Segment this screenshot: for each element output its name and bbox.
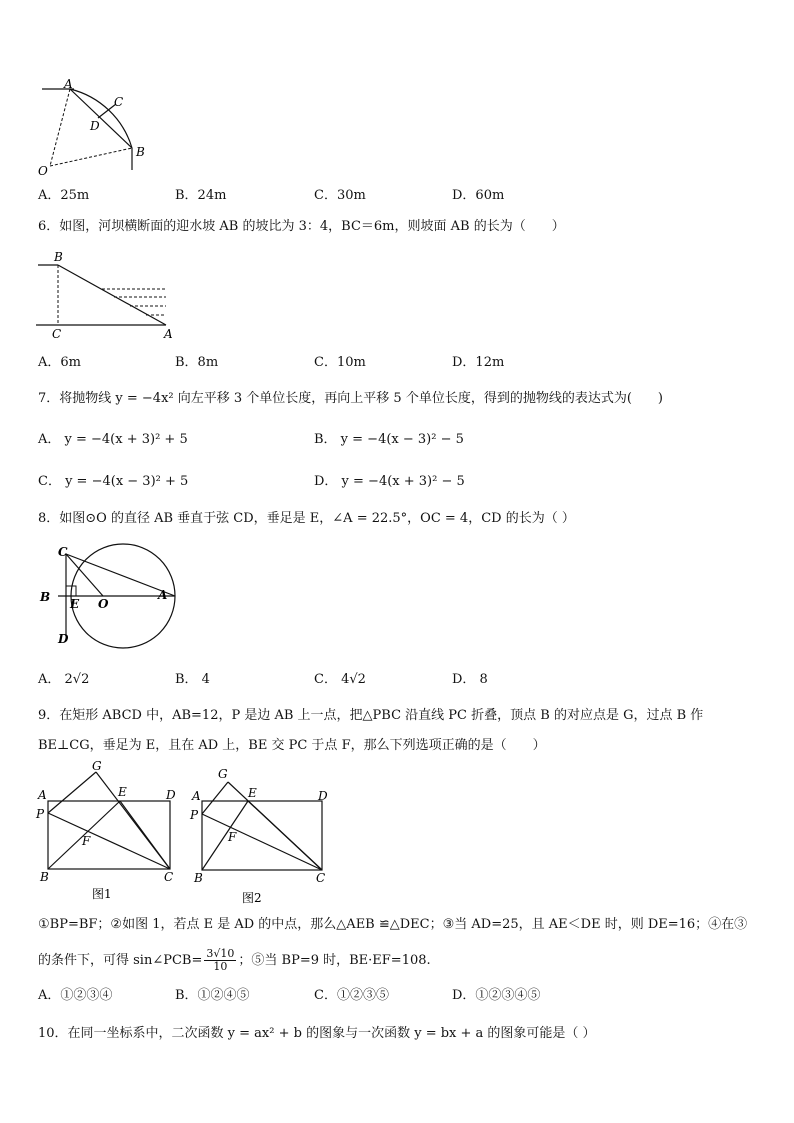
q9-fig2-label-P: P xyxy=(190,808,199,822)
q5-label-C: C xyxy=(114,95,124,109)
q5-option-d: D．60m xyxy=(452,188,505,203)
q9-fig1-label-C: C xyxy=(164,870,174,884)
q9-sin-fraction-numerator: 3√10 xyxy=(206,947,235,960)
q6-label-A: A xyxy=(164,327,173,341)
q9-fig1-label-A: A xyxy=(38,788,47,802)
q7-option-c: C． y = −4(x − 3)² + 5 xyxy=(38,474,189,489)
q6-question-text: 6．如图，河坝横断面的迎水坡 AB 的坡比为 3：4，BC＝6m，则坡面 AB 的长为（ ） xyxy=(38,219,565,234)
q9-question-line2: BE⊥CG，垂足为 E，且在 AD 上，BE 交 PC 于点 F，那么下列选项正确的是（ ） xyxy=(38,738,546,753)
q9-fig1-caption: 图1 xyxy=(92,887,112,901)
q9-statements-line1: ①BP=BF；②如图 1，若点 E 是 AD 的中点，那么△AEB ≌△DEC；③当 AD=25，且 AE＜DE 时，则 DE=16；④在③ xyxy=(38,917,748,932)
q6-option-d: D．12m xyxy=(452,355,505,370)
q8-label-A: A xyxy=(158,588,168,602)
q9-option-d: D．①②③④⑤ xyxy=(452,988,541,1003)
q9-question-line1: 9．在矩形 ABCD 中，AB=12，P 是边 AB 上一点，把△PBC 沿直线 PC 折叠，顶点 B 的对应点是 G，过点 B 作 xyxy=(38,708,704,723)
q8-question-text: 8．如图⊙O 的直径 AB 垂直于弦 CD，垂足是 E，∠A = 22.5°，OC = 4，CD 的长为（ ） xyxy=(38,511,575,526)
q6-option-b: B．8m xyxy=(175,355,219,370)
q9-fig2-label-D: D xyxy=(318,789,328,803)
q5-label-A: A xyxy=(64,77,73,91)
q7-question-text: 7．将抛物线 y = −4x² 向左平移 3 个单位长度，再向上平移 5 个单位长度，得到的抛物线的表达式为( ) xyxy=(38,391,663,406)
q5-label-D: D xyxy=(90,119,100,133)
q5-label-O: O xyxy=(38,164,48,178)
q5-option-a: A．25m xyxy=(38,188,90,203)
q9-sin-fraction-denominator: 10 xyxy=(213,960,228,973)
q9-fig1-label-P: P xyxy=(36,807,45,821)
q9-option-c: C．①②③⑤ xyxy=(314,988,389,1003)
q9-fig1-label-E: E xyxy=(118,785,127,799)
q9-statements-line2-pre: 的条件下，可得 sin∠PCB= xyxy=(38,953,203,968)
q8-option-c: C． 4√2 xyxy=(314,672,366,687)
q8-figure xyxy=(36,540,176,650)
q9-fig2-label-E: E xyxy=(248,786,257,800)
q9-statements-line2-post: ；⑤当 BP=9 时，BE·EF=108. xyxy=(238,953,431,968)
q9-fig2-label-B: B xyxy=(194,871,203,885)
q9-fig2-label-C: C xyxy=(316,871,326,885)
q7-option-b: B． y = −4(x − 3)² − 5 xyxy=(314,432,464,447)
q6-label-C: C xyxy=(52,327,62,341)
q9-option-a: A．①②③④ xyxy=(38,988,113,1003)
q9-fig1-label-F: F xyxy=(82,834,91,848)
q9-fig2-label-G: G xyxy=(218,767,228,781)
q9-statements-line2 xyxy=(38,946,431,976)
q9-fig1-label-B: B xyxy=(40,870,49,884)
q9-fig2-caption: 图2 xyxy=(242,891,262,905)
q8-option-d: D． 8 xyxy=(452,672,488,687)
q9-figure-2 xyxy=(188,764,338,910)
q8-label-O: O xyxy=(98,597,109,611)
q9-fig2-label-F: F xyxy=(228,830,237,844)
q8-label-E: E xyxy=(70,597,80,611)
q9-option-b: B．①②④⑤ xyxy=(175,988,250,1003)
q8-label-B: B xyxy=(40,590,51,604)
q9-fig2-label-A: A xyxy=(192,789,201,803)
q5-option-c: C．30m xyxy=(314,188,366,203)
q6-option-a: A．6m xyxy=(38,355,81,370)
q6-label-B: B xyxy=(54,250,63,264)
q8-label-C: C xyxy=(58,545,68,559)
q9-figure-1 xyxy=(34,760,184,910)
q9-fig1-label-G: G xyxy=(92,759,102,773)
q6-option-c: C．10m xyxy=(314,355,366,370)
q6-figure xyxy=(36,250,176,340)
q8-label-D: D xyxy=(58,632,69,646)
q7-option-a: A． y = −4(x + 3)² + 5 xyxy=(38,432,188,447)
q7-option-d: D． y = −4(x + 3)² − 5 xyxy=(314,474,465,489)
q5-figure xyxy=(34,78,154,178)
q9-fig1-label-D: D xyxy=(166,788,176,802)
q5-option-b: B．24m xyxy=(175,188,227,203)
q8-option-b: B． 4 xyxy=(175,672,210,687)
q9-sin-fraction xyxy=(204,948,236,973)
q5-label-B: B xyxy=(136,145,145,159)
q8-option-a: A． 2√2 xyxy=(38,672,90,687)
q10-question-text: 10．在同一坐标系中，二次函数 y = ax² + b 的图象与一次函数 y = bx + a 的图象可能是（ ） xyxy=(38,1026,596,1041)
